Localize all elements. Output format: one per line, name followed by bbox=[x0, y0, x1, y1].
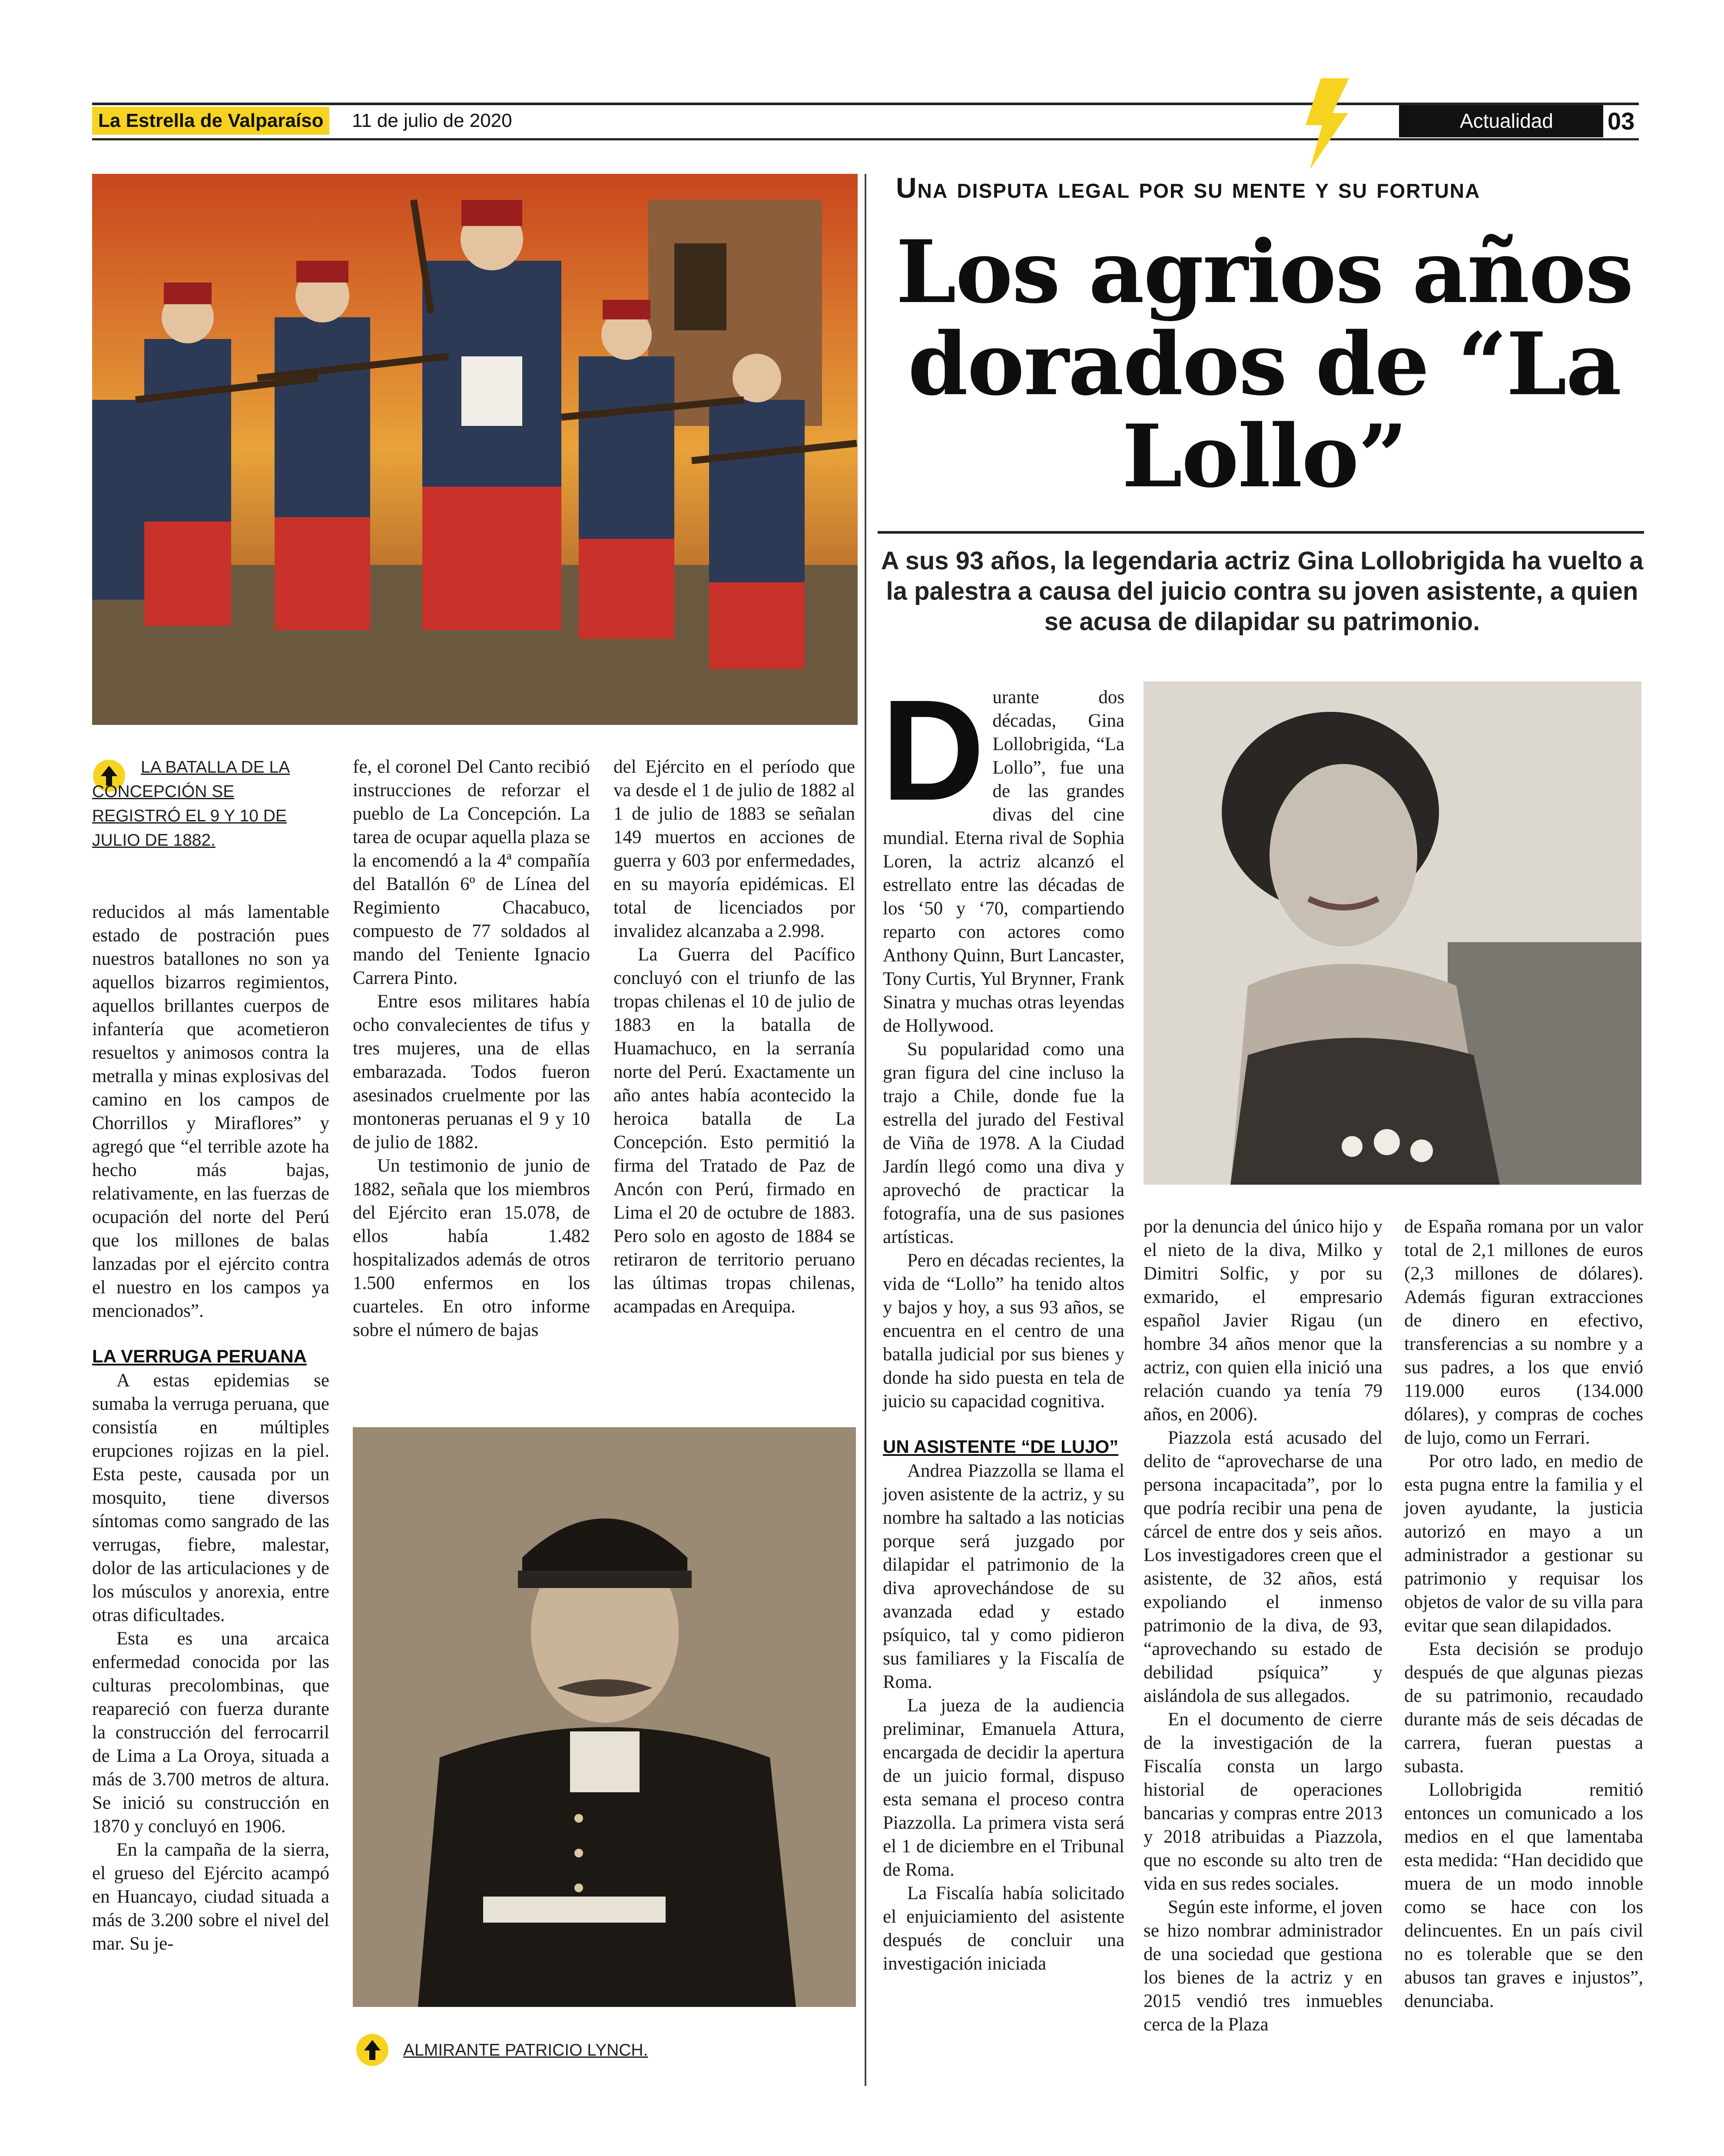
paragraph: Por otro lado, en medio de esta pugna entre la familia y el joven ayudante, la justicia autorizó en mayo a un administrador a gestionar su patrimonio y requisar los objetos de valor de su villa para evitar que sean dilapidados. bbox=[1404, 1451, 1643, 1636]
paragraph: En el documento de cierre de la investigación de la Fiscalía consta un largo historial de operaciones bancarias y compras entre 2013 y 2018 atribuidas a Piazzola, que no esconde su alto tren de vida en sus redes sociales. bbox=[1144, 1709, 1383, 1894]
left-column-2 bbox=[353, 755, 590, 1342]
paragraph: urante dos décadas, Gina Lollobrigida, “La Lollo”, fue una de las grandes divas del cine mundial. Eterna rival de Sophia Loren, la actriz alcanzó el estrellato entre las décadas de los ‘50 y ‘70, compartiendo reparto con actores como Anthony Quinn, Burt Lancaster, Tony Curtis, Yul Brynner, Frank Sinatra y muchas otras leyendas de Hollywood. bbox=[883, 687, 1124, 1036]
headline-rule bbox=[878, 531, 1644, 534]
paragraph: Esta es una arcaica enfermedad conocida por las culturas precolombinas, que reapareció con fuerza durante la construcción del ferrocarril de Lima a La Oroya, situada a más de 3.700 metros de altura. Se inició su construcción en 1870 y concluyó en 1906. bbox=[92, 1628, 329, 1837]
paragraph: reducidos al más lamentable estado de postración pues nuestros batallones no son ya aquellos bizarros regimientos, aquellos brillantes cuerpos de infantería que acometieron resueltos y animosos contra la metralla y minas explosivas del camino en los campos de Chorrillos y Miraflores” y agregó que “el terrible azote ha hecho más bajas, relativamente, en las fuerzas de ocupación del norte del Perú que los millones de balas lanzadas por el ejército contra el nuestro en los campos ya mencionados”. bbox=[92, 902, 329, 1321]
admiral-portrait-image bbox=[353, 1427, 856, 2007]
page-number: 03 bbox=[1608, 107, 1635, 135]
deck: A sus 93 años, la legendaria actriz Gina Lollobrigida ha vuelto a la palestra a causa del juicio contra su joven asistente, a quien se acusa de dilapidar su patrimonio. bbox=[881, 547, 1644, 636]
left-column-1 bbox=[92, 900, 329, 1956]
paragraph: Piazzola está acusado del delito de “aprovecharse de una persona incapacitada”, por lo que podría recibir una pena de cárcel de entre dos y seis años. Los investigadores creen que el asistente, de 32 años, está expoliando el inmenso patrimonio de la diva, de 93, “aprovechando su estado de debilidad psíquica” y aislándola de sus allegados. bbox=[1144, 1428, 1383, 1706]
section-name: Actualidad bbox=[1460, 110, 1553, 132]
paragraph: del Ejército en el período que va desde el 1 de julio de 1882 al 1 de julio de 1883 se señalan 149 muertos en acciones de guerra y 603 por enfermedades, en su mayoría epidémicas. El total de licenciados por invalidez alcanzaba a 2.998. bbox=[613, 757, 855, 941]
battle-painting-image bbox=[92, 174, 858, 725]
paragraph: Esta decisión se produjo después de que algunas piezas de su patrimonio, recaudado durante más de seis décadas de carrera, fueran puestas a subasta. bbox=[1404, 1639, 1643, 1777]
column-divider bbox=[865, 174, 866, 2086]
paragraph: La jueza de la audiencia preliminar, Emanuela Attura, encargada de decidir la apertura de un juicio formal, dispuso esta semana el proceso contra Piazzolla. La primera vista será el 1 de diciembre en el Tribunal de Roma. bbox=[883, 1695, 1124, 1880]
subheading: LA VERRUGA PERUANA bbox=[92, 1346, 307, 1366]
paragraph: Andrea Piazzolla se llama el joven asistente de la actriz, y su nombre ha saltado a las noticias porque será juzgado por dilapidar el patrimonio de la diva aprovechándose de su avanzada edad y estado psíquico, tal y como pidieron sus familiares y la Fiscalía de Roma. bbox=[883, 1461, 1124, 1692]
issue-date: 11 de julio de 2020 bbox=[352, 110, 512, 131]
paragraph: Lollobrigida remitió entonces un comunicado a los medios en el que lamentaba esta medida: “Han decidido que muera de un modo innoble como se hace con los delincuentes. En un país civil no es tolerable que se den abusos tan graves e injustos”, denunciaba. bbox=[1404, 1780, 1643, 2011]
lightning-bolt-icon bbox=[1297, 78, 1353, 169]
paragraph: Su popularidad como una gran figura del cine incluso la trajo a Chile, donde fue la estrella del jurado del Festival de Viña de 1978. A la Ciudad Jardín llegó como una diva y aprovechó de practicar la fotografía, una de sus pasiones artísticas. bbox=[883, 1039, 1124, 1247]
paragraph: Pero en décadas recientes, la vida de “Lollo” ha tenido altos y bajos y hoy, a sus 93 años, se encuentra en el centro de una batalla judicial por sus bienes y donde ha sido puesta en tela de juicio su capacidad cognitiva. bbox=[883, 1250, 1124, 1412]
paragraph: de España romana por un valor total de 2,1 millones de euros (2,3 millones de dólares). Además figuran extracciones de dinero en efectivo, transferencias a su nombre y a sus padres, a los que envió 119.000 euros (134.000 dólares), y compras de coches de lujo, como un Ferrari. bbox=[1404, 1216, 1643, 1448]
paragraph: Entre esos militares había ocho convalecientes de tifus y tres mujeres, una de ellas embarazada. Todos fueron asesinados cruelmente por las montoneras peruanas el 9 y 10 de julio de 1882. bbox=[353, 991, 590, 1153]
header-bottom-rule bbox=[92, 138, 1639, 140]
actress-photo-image bbox=[1144, 681, 1641, 1185]
portrait-caption: ALMIRANTE PATRICIO LYNCH. bbox=[403, 2041, 648, 2060]
paragraph: La Fiscalía había solicitado el enjuiciamiento del asistente después de concluir una investigación iniciada bbox=[883, 1883, 1124, 1974]
battle-image-caption: LA BATALLA DE LA CONCEPCIÓN SE REGISTRÓ EL 9 Y 10 DE JULIO DE 1882. bbox=[92, 758, 290, 850]
right-column-3 bbox=[1404, 1215, 1643, 2013]
paragraph: En la campaña de la sierra, el grueso del Ejército acampó en Huancayo, ciudad situada a más de 3.200 sobre el nivel del mar. Su je- bbox=[92, 1840, 329, 1954]
right-column-1 bbox=[881, 670, 1124, 1976]
paragraph: Un testimonio de junio de 1882, señala que los miembros del Ejército eran 15.078, de ellos había 1.482 hospitalizados además de otros 1.500 enfermos en los cuarteles. En otro informe sobre el número de bajas bbox=[353, 1156, 590, 1340]
drop-cap: D bbox=[881, 670, 985, 830]
paragraph: fe, el coronel Del Canto recibió instrucciones de reforzar el pueblo de La Concepción. La tarea de ocupar aquella plaza se la encomendó a la 4ª compañía del Batallón 6º de Línea del Regimiento Chacabuco, compuesto de 77 soldados al mando del Teniente Ignacio Carrera Pinto. bbox=[353, 757, 590, 988]
left-column-3 bbox=[613, 755, 855, 1319]
paragraph: A estas epidemias se sumaba la verruga peruana, que consistía en múltiples erupciones rojizas en la piel. Esta peste, causada por un mosquito, tiene diversos síntomas como sangrado de las verrugas, fiebre, malestar, dolor de las articulaciones y de los músculos y anorexia, entre otras dificultades. bbox=[92, 1370, 329, 1625]
headline: Los agrios años dorados de “La Lollo” bbox=[895, 221, 1633, 507]
caption-arrow-icon bbox=[356, 2034, 388, 2066]
subheading: UN ASISTENTE “DE LUJO” bbox=[883, 1436, 1119, 1457]
paragraph: por la denuncia del único hijo y el nieto de la diva, Milko y Dimitri Solfic, y por su exmarido, el empresario español Javier Rigau (un hombre 34 años menor que la actriz, con quien ella inició una relación cuando ya tenía 79 años, en 2006). bbox=[1144, 1216, 1383, 1425]
newspaper-name: La Estrella de Valparaíso bbox=[92, 107, 329, 135]
paragraph: Según este informe, el joven se hizo nombrar administrador de una sociedad que gestiona los bienes de la actriz y en 2015 vendió tres inmuebles cerca de la Plaza bbox=[1144, 1897, 1383, 2035]
kicker: Una disputa legal por su mente y su fortuna bbox=[896, 172, 1481, 204]
right-column-2 bbox=[1144, 1215, 1383, 2036]
paragraph: La Guerra del Pacífico concluyó con el triunfo de las tropas chilenas el 10 de julio de 1883 en la batalla de Huamachuco, en la serranía norte del Perú. Exactamente un año antes había acontecido la heroica batalla de La Concepción. Esto permitió la firma del Tratado de Paz de Ancón con Perú, firmado en Lima el 20 de octubre de 1883. Pero solo en agosto de 1884 se retiraron de territorio peruano las últimas tropas chilenas, acampadas en Arequipa. bbox=[613, 944, 855, 1317]
